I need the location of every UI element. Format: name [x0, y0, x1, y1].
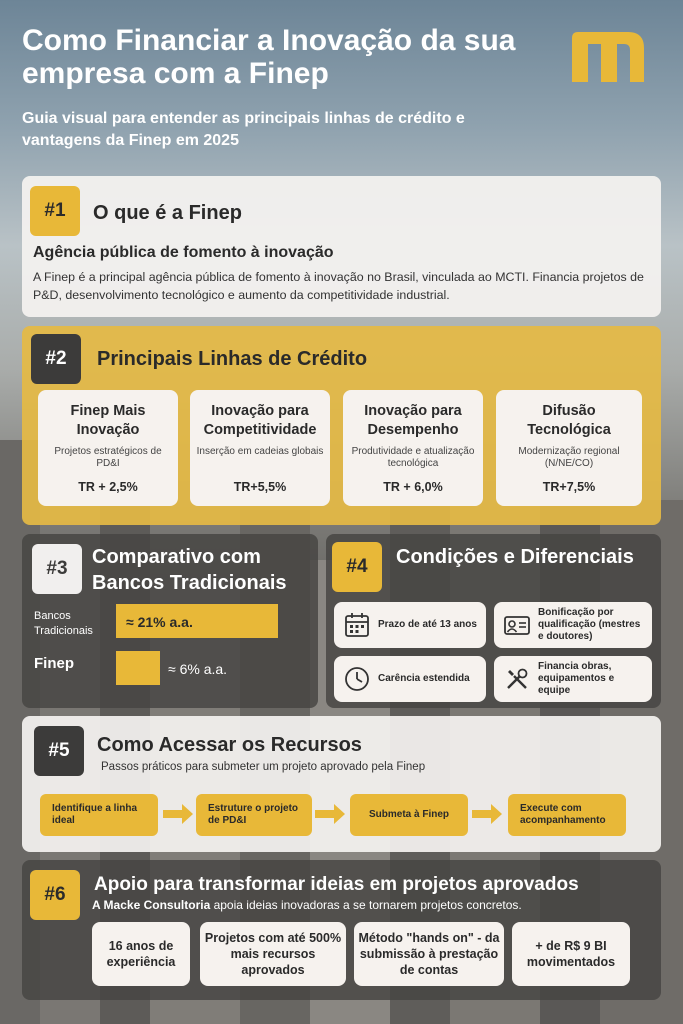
credit-line-card [38, 390, 178, 506]
section1-badge: #1 [30, 186, 80, 236]
condition-text: Prazo de até 13 anos [378, 619, 477, 630]
section5-subtitle: Passos práticos para submeter um projeto aprovado pela Finep [101, 761, 426, 773]
stat-box: 16 anos de experiência [92, 922, 190, 986]
section1-subtitle: Agência pública de fomento à inovação [33, 244, 334, 261]
calendar-icon [344, 612, 370, 638]
tools-icon [504, 666, 530, 692]
credit-line-name: Inovação para Competitividade [203, 403, 317, 438]
credit-line-rate: TR + 2,5% [78, 480, 138, 494]
finep-rate-bar [116, 651, 160, 685]
section6-title: Apoio para transformar ideias em projetos aprovados [94, 874, 579, 895]
page-title: Como Financiar a Inovação da sua empresa com a Finep [22, 24, 516, 90]
stat-box: Método "hands on" - da submissão à prestação de contas [354, 922, 504, 986]
credit-line-desc: Produtividade e atualização tecnológica [351, 446, 475, 469]
credit-line-rate: TR+5,5% [233, 480, 287, 494]
finep-rate-value: ≈ 6% a.a. [168, 661, 228, 677]
step-box: Estruture o projeto de PD&I [196, 794, 312, 836]
credit-line-rate: TR+7,5% [542, 480, 596, 494]
credit-line-name: Difusão Tecnológica [527, 403, 611, 438]
section3-title: Comparativo com Bancos Tradicionais [92, 546, 287, 594]
section6-badge: #6 [30, 870, 80, 920]
stat-box: Projetos com até 500% mais recursos aprovados [200, 922, 346, 986]
company-name: A Macke Consultoria [92, 898, 211, 912]
id-card-icon [504, 612, 530, 638]
credit-line-card [496, 390, 642, 506]
condition-item [494, 602, 652, 648]
step-box: Identifique a linha ideal [40, 794, 158, 836]
condition-item [494, 656, 652, 702]
section6-text [92, 898, 522, 912]
credit-line-desc: Modernização regional (N/NE/CO) [518, 446, 620, 469]
step-box: Submeta à Finep [350, 794, 468, 836]
section2-title: Principais Linhas de Crédito [97, 348, 368, 370]
arrow-right-icon [162, 803, 194, 825]
credit-line-desc: Projetos estratégicos de PD&I [54, 446, 162, 469]
section1-text: A Finep é a principal agência pública de fomento à inovação no Brasil, vinculada ao MCTI. Financia projetos de P&D, desenvolvimento tecnológico e aumento da competitividade industrial. [33, 270, 644, 302]
condition-item [334, 602, 486, 648]
arrow-right-icon [314, 803, 346, 825]
page-subtitle: Guia visual para entender as principais linhas de crédito e vantagens da Finep em 2025 [22, 110, 465, 149]
section6-text-rest: apoia ideias inovadoras a se tornarem projetos concretos. [210, 898, 522, 912]
condition-item [334, 656, 486, 702]
condition-text: Bonificação por qualificação (mestres e doutores) [538, 607, 641, 642]
section1-title: O que é a Finep [93, 202, 242, 224]
condition-text: Financia obras, equipamentos e equipe [538, 661, 615, 696]
arrow-right-icon [471, 803, 503, 825]
clock-icon [344, 666, 370, 692]
credit-line-name: Finep Mais Inovação [70, 403, 146, 438]
credit-line-card [343, 390, 483, 506]
section2-badge: #2 [31, 334, 81, 384]
credit-line-rate: TR + 6,0% [383, 480, 443, 494]
section5-title: Como Acessar os Recursos [97, 734, 362, 756]
m-logo-icon [570, 28, 646, 84]
banks-label: Bancos Tradicionais [34, 610, 93, 637]
credit-line-card [190, 390, 330, 506]
step-box: Execute com acompanhamento [508, 794, 626, 836]
credit-line-name: Inovação para Desempenho [364, 403, 462, 438]
banks-rate-value: ≈ 21% a.a. [126, 614, 193, 630]
stat-box: + de R$ 9 BI movimentados [512, 922, 630, 986]
finep-label: Finep [34, 655, 74, 672]
credit-line-desc: Inserção em cadeias globais [196, 446, 324, 457]
section3-badge: #3 [32, 544, 82, 594]
condition-text: Carência estendida [378, 673, 470, 684]
section4-badge: #4 [332, 542, 382, 592]
section4-title: Condições e Diferenciais [396, 546, 634, 568]
section5-badge: #5 [34, 726, 84, 776]
